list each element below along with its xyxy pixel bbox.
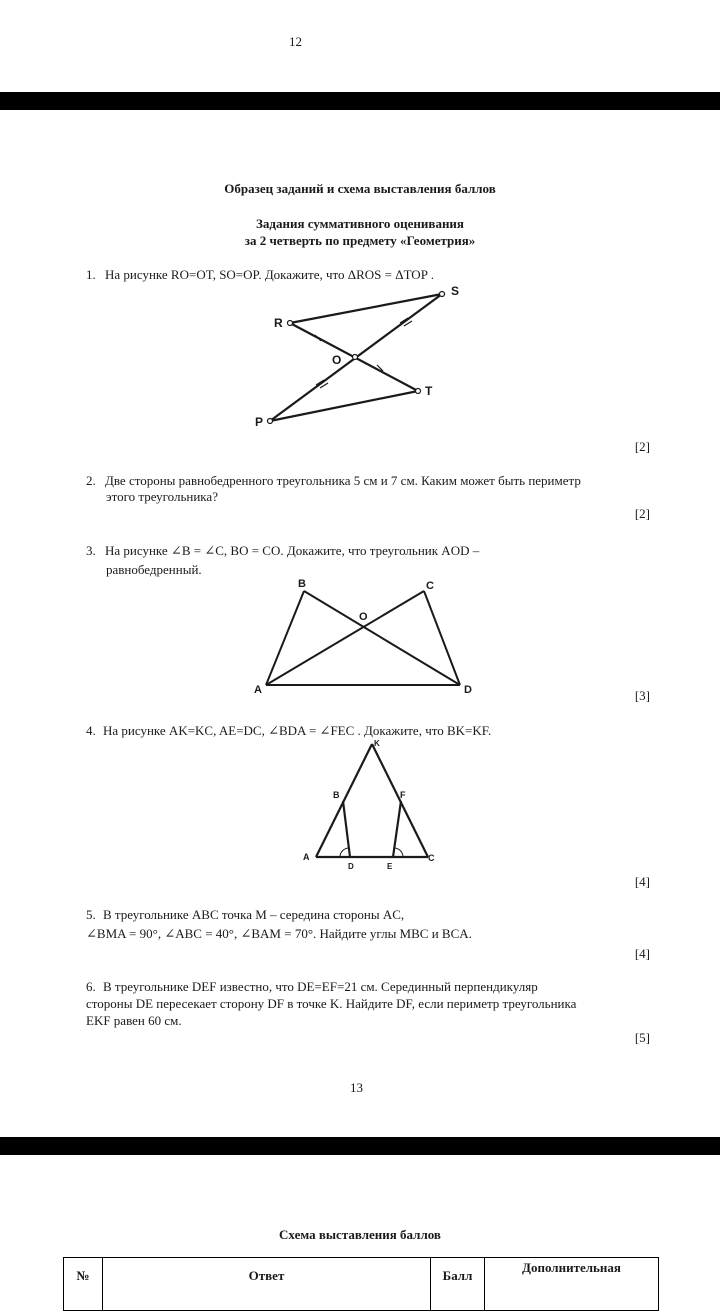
task-text: Две стороны равнобедренного треугольника 5 см и 7 см. Каким может быть периметр [105, 473, 581, 488]
label-D: D [348, 862, 354, 871]
task-text: В треугольнике DEF известно, что DE=EF=21 см. Серединный перпендикуляр [103, 979, 538, 994]
task-4 [86, 722, 491, 739]
task-number: 4. [86, 723, 96, 738]
label-O: O [359, 611, 368, 623]
segment-AB [266, 591, 304, 685]
task-6-continuation: стороны DE пересекает сторону DF в точке K. Найдите DF, если периметр треугольника [86, 996, 577, 1011]
task-3-score: [3] [634, 688, 650, 703]
angle-arc-BDA [340, 848, 349, 857]
document-subheading: Задания суммативного оценивания [256, 216, 464, 231]
table-header-cell: Балл [431, 1258, 485, 1311]
task-5 [86, 906, 404, 923]
task-text: На рисунке ∠B = ∠C, BO = CO. Докажите, что треугольник AOD – [105, 543, 480, 558]
task-6-continuation-2: EKF равен 60 см. [86, 1013, 182, 1028]
task-text: На рисунке AK=KC, AE=DC, ∠BDA = ∠FEC . Докажите, что BK=KF. [103, 723, 492, 738]
task-3-figure [248, 575, 488, 700]
document-heading: Образец заданий и схема выставления баллов [224, 181, 496, 196]
segment-CA [266, 591, 424, 685]
label-T: T [425, 384, 433, 398]
task-6-score: [5] [634, 1030, 650, 1045]
label-F: F [400, 790, 406, 800]
point-R [288, 321, 293, 326]
label-B: B [298, 578, 306, 590]
segment-CD [424, 591, 460, 685]
segment-KC [372, 744, 428, 857]
label-B: B [333, 790, 340, 800]
label-C: C [426, 580, 434, 592]
label-K: K [374, 739, 380, 748]
task-2-score: [2] [634, 506, 650, 521]
task-6 [86, 978, 538, 995]
task-4-score: [4] [634, 874, 650, 889]
label-E: E [387, 862, 393, 871]
task-2-continuation: этого треугольника? [106, 489, 218, 504]
task-number: 5. [86, 907, 96, 922]
segment-AK [316, 744, 372, 857]
label-A: A [303, 852, 310, 862]
task-number: 3. [86, 543, 96, 558]
table-header-row [64, 1258, 659, 1311]
page-separator-top [0, 92, 720, 110]
task-3-continuation: равнобедренный. [106, 562, 202, 577]
task-1-figure [250, 280, 470, 430]
page-separator-bottom [0, 1137, 720, 1155]
task-1-score: [2] [634, 439, 650, 454]
label-P: P [255, 415, 264, 429]
label-O: O [332, 353, 342, 367]
label-A: A [254, 684, 262, 696]
task-number: 2. [86, 473, 96, 488]
task-5-continuation: ∠BMA = 90°, ∠ABC = 40°, ∠BAM = 70°. Найдите углы MBC и BCA. [86, 926, 472, 941]
label-C: C [428, 853, 435, 863]
page-number-top: 12 [289, 34, 302, 49]
point-O [353, 355, 358, 360]
task-3 [86, 542, 479, 559]
scheme-title: Схема выставления баллов [279, 1227, 441, 1242]
task-2 [86, 472, 581, 489]
segment-PT [270, 391, 418, 421]
label-D: D [464, 684, 472, 696]
label-S: S [451, 284, 460, 298]
task-number: 1. [86, 267, 96, 282]
table-header-cell: Дополнительная [485, 1258, 659, 1311]
angle-arc-FEC [394, 848, 403, 857]
task-text: В треугольнике ABC точка M – середина стороны AC, [103, 907, 405, 922]
task-5-score: [4] [634, 946, 650, 961]
point-S [440, 292, 445, 297]
page-number-bottom: 13 [350, 1080, 363, 1095]
table-header-cell: № [64, 1258, 103, 1311]
segment-BD [304, 591, 460, 685]
scoring-table [63, 1257, 659, 1311]
task-text: На рисунке RO=OT, SO=OP. Докажите, что ΔROS = ΔTOP . [105, 267, 434, 282]
point-P [268, 419, 273, 424]
task-4-figure [298, 738, 448, 873]
segment-RS [290, 294, 442, 323]
point-T [416, 389, 421, 394]
label-R: R [274, 316, 283, 330]
document-subheading-quarter: за 2 четверть по предмету «Геометрия» [244, 233, 476, 248]
table-header-cell: Ответ [103, 1258, 431, 1311]
task-number: 6. [86, 979, 96, 994]
